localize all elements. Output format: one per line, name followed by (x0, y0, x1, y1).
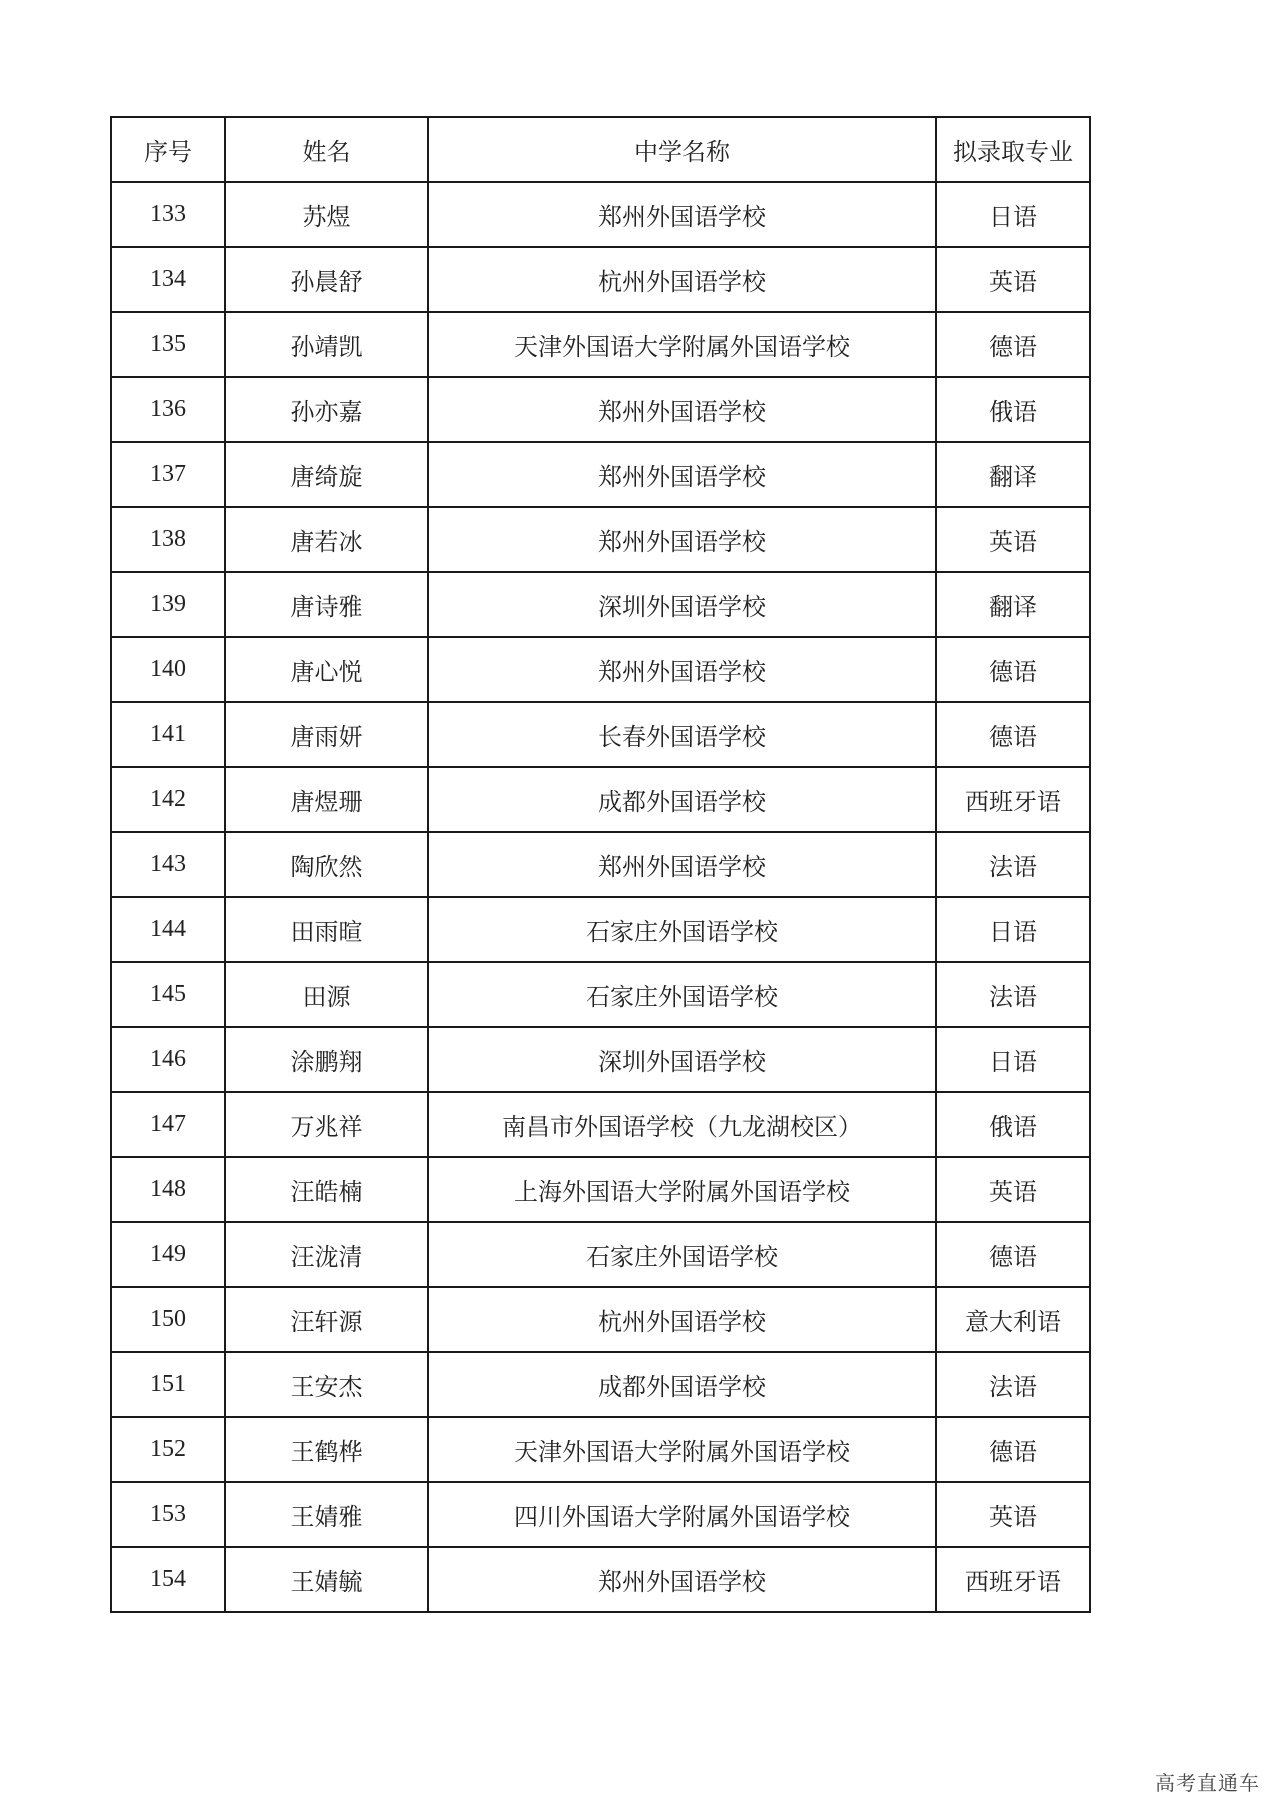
major-cell: 法语 (936, 1352, 1090, 1417)
table-row (111, 702, 1090, 767)
header-serial-number: 序号 (111, 117, 225, 182)
serial-number-cell: 154 (111, 1547, 225, 1612)
table-row (111, 1027, 1090, 1092)
table-row (111, 1287, 1090, 1352)
school-name-cell: 成都外国语学校 (428, 1352, 936, 1417)
major-cell: 德语 (936, 702, 1090, 767)
school-name-cell: 郑州外国语学校 (428, 507, 936, 572)
student-name-cell: 涂鹏翔 (225, 1027, 428, 1092)
table-row (111, 1547, 1090, 1612)
student-name-cell: 唐若冰 (225, 507, 428, 572)
school-name-cell: 石家庄外国语学校 (428, 962, 936, 1027)
school-name-cell: 南昌市外国语学校（九龙湖校区） (428, 1092, 936, 1157)
student-name-cell: 唐绮旋 (225, 442, 428, 507)
major-cell: 翻译 (936, 572, 1090, 637)
table-row (111, 182, 1090, 247)
major-cell: 德语 (936, 312, 1090, 377)
serial-number-cell: 141 (111, 702, 225, 767)
serial-number-cell: 142 (111, 767, 225, 832)
table-row (111, 247, 1090, 312)
student-name-cell: 孙亦嘉 (225, 377, 428, 442)
table-header-row (111, 117, 1090, 182)
major-cell: 英语 (936, 1157, 1090, 1222)
school-name-cell: 天津外国语大学附属外国语学校 (428, 1417, 936, 1482)
student-name-cell: 王鹤桦 (225, 1417, 428, 1482)
student-name-cell: 陶欣然 (225, 832, 428, 897)
student-name-cell: 唐心悦 (225, 637, 428, 702)
serial-number-cell: 136 (111, 377, 225, 442)
school-name-cell: 上海外国语大学附属外国语学校 (428, 1157, 936, 1222)
student-name-cell: 万兆祥 (225, 1092, 428, 1157)
header-school-name: 中学名称 (428, 117, 936, 182)
major-cell: 英语 (936, 507, 1090, 572)
school-name-cell: 郑州外国语学校 (428, 1547, 936, 1612)
school-name-cell: 郑州外国语学校 (428, 182, 936, 247)
school-name-cell: 郑州外国语学校 (428, 377, 936, 442)
serial-number-cell: 137 (111, 442, 225, 507)
table-row (111, 832, 1090, 897)
serial-number-cell: 149 (111, 1222, 225, 1287)
school-name-cell: 石家庄外国语学校 (428, 1222, 936, 1287)
serial-number-cell: 144 (111, 897, 225, 962)
student-name-cell: 孙晨舒 (225, 247, 428, 312)
table-row (111, 1222, 1090, 1287)
serial-number-cell: 146 (111, 1027, 225, 1092)
school-name-cell: 杭州外国语学校 (428, 1287, 936, 1352)
student-name-cell: 王婧雅 (225, 1482, 428, 1547)
major-cell: 俄语 (936, 377, 1090, 442)
table-row (111, 1157, 1090, 1222)
serial-number-cell: 151 (111, 1352, 225, 1417)
school-name-cell: 天津外国语大学附属外国语学校 (428, 312, 936, 377)
watermark-text: 高考直通车 (1155, 1771, 1260, 1795)
major-cell: 西班牙语 (936, 1547, 1090, 1612)
table-row (111, 962, 1090, 1027)
school-name-cell: 长春外国语学校 (428, 702, 936, 767)
student-name-cell: 田源 (225, 962, 428, 1027)
table-row (111, 637, 1090, 702)
major-cell: 英语 (936, 247, 1090, 312)
serial-number-cell: 153 (111, 1482, 225, 1547)
table-row (111, 1352, 1090, 1417)
serial-number-cell: 147 (111, 1092, 225, 1157)
school-name-cell: 石家庄外国语学校 (428, 897, 936, 962)
serial-number-cell: 152 (111, 1417, 225, 1482)
student-name-cell: 汪皓楠 (225, 1157, 428, 1222)
major-cell: 德语 (936, 1417, 1090, 1482)
table-row (111, 377, 1090, 442)
student-name-cell: 王婧毓 (225, 1547, 428, 1612)
major-cell: 德语 (936, 637, 1090, 702)
school-name-cell: 郑州外国语学校 (428, 442, 936, 507)
serial-number-cell: 145 (111, 962, 225, 1027)
student-name-cell: 王安杰 (225, 1352, 428, 1417)
school-name-cell: 四川外国语大学附属外国语学校 (428, 1482, 936, 1547)
serial-number-cell: 139 (111, 572, 225, 637)
student-name-cell: 孙靖凯 (225, 312, 428, 377)
major-cell: 法语 (936, 832, 1090, 897)
major-cell: 日语 (936, 1027, 1090, 1092)
serial-number-cell: 134 (111, 247, 225, 312)
major-cell: 俄语 (936, 1092, 1090, 1157)
student-name-cell: 汪泷清 (225, 1222, 428, 1287)
student-name-cell: 田雨暄 (225, 897, 428, 962)
student-name-cell: 汪轩源 (225, 1287, 428, 1352)
header-major: 拟录取专业 (936, 117, 1090, 182)
serial-number-cell: 143 (111, 832, 225, 897)
table-row (111, 897, 1090, 962)
major-cell: 翻译 (936, 442, 1090, 507)
table-row (111, 507, 1090, 572)
school-name-cell: 郑州外国语学校 (428, 637, 936, 702)
major-cell: 西班牙语 (936, 767, 1090, 832)
table-row (111, 312, 1090, 377)
table-row (111, 442, 1090, 507)
serial-number-cell: 135 (111, 312, 225, 377)
school-name-cell: 郑州外国语学校 (428, 832, 936, 897)
serial-number-cell: 133 (111, 182, 225, 247)
table-row (111, 1417, 1090, 1482)
serial-number-cell: 140 (111, 637, 225, 702)
major-cell: 英语 (936, 1482, 1090, 1547)
school-name-cell: 深圳外国语学校 (428, 572, 936, 637)
table-row (111, 767, 1090, 832)
major-cell: 日语 (936, 182, 1090, 247)
table-row (111, 1092, 1090, 1157)
serial-number-cell: 150 (111, 1287, 225, 1352)
student-name-cell: 唐煜珊 (225, 767, 428, 832)
table-row (111, 572, 1090, 637)
school-name-cell: 深圳外国语学校 (428, 1027, 936, 1092)
major-cell: 法语 (936, 962, 1090, 1027)
school-name-cell: 杭州外国语学校 (428, 247, 936, 312)
student-name-cell: 苏煜 (225, 182, 428, 247)
table-row (111, 1482, 1090, 1547)
table-body (111, 182, 1090, 1612)
major-cell: 意大利语 (936, 1287, 1090, 1352)
major-cell: 日语 (936, 897, 1090, 962)
student-name-cell: 唐雨妍 (225, 702, 428, 767)
major-cell: 德语 (936, 1222, 1090, 1287)
serial-number-cell: 138 (111, 507, 225, 572)
admission-table (110, 116, 1091, 1613)
student-name-cell: 唐诗雅 (225, 572, 428, 637)
school-name-cell: 成都外国语学校 (428, 767, 936, 832)
header-name: 姓名 (225, 117, 428, 182)
serial-number-cell: 148 (111, 1157, 225, 1222)
